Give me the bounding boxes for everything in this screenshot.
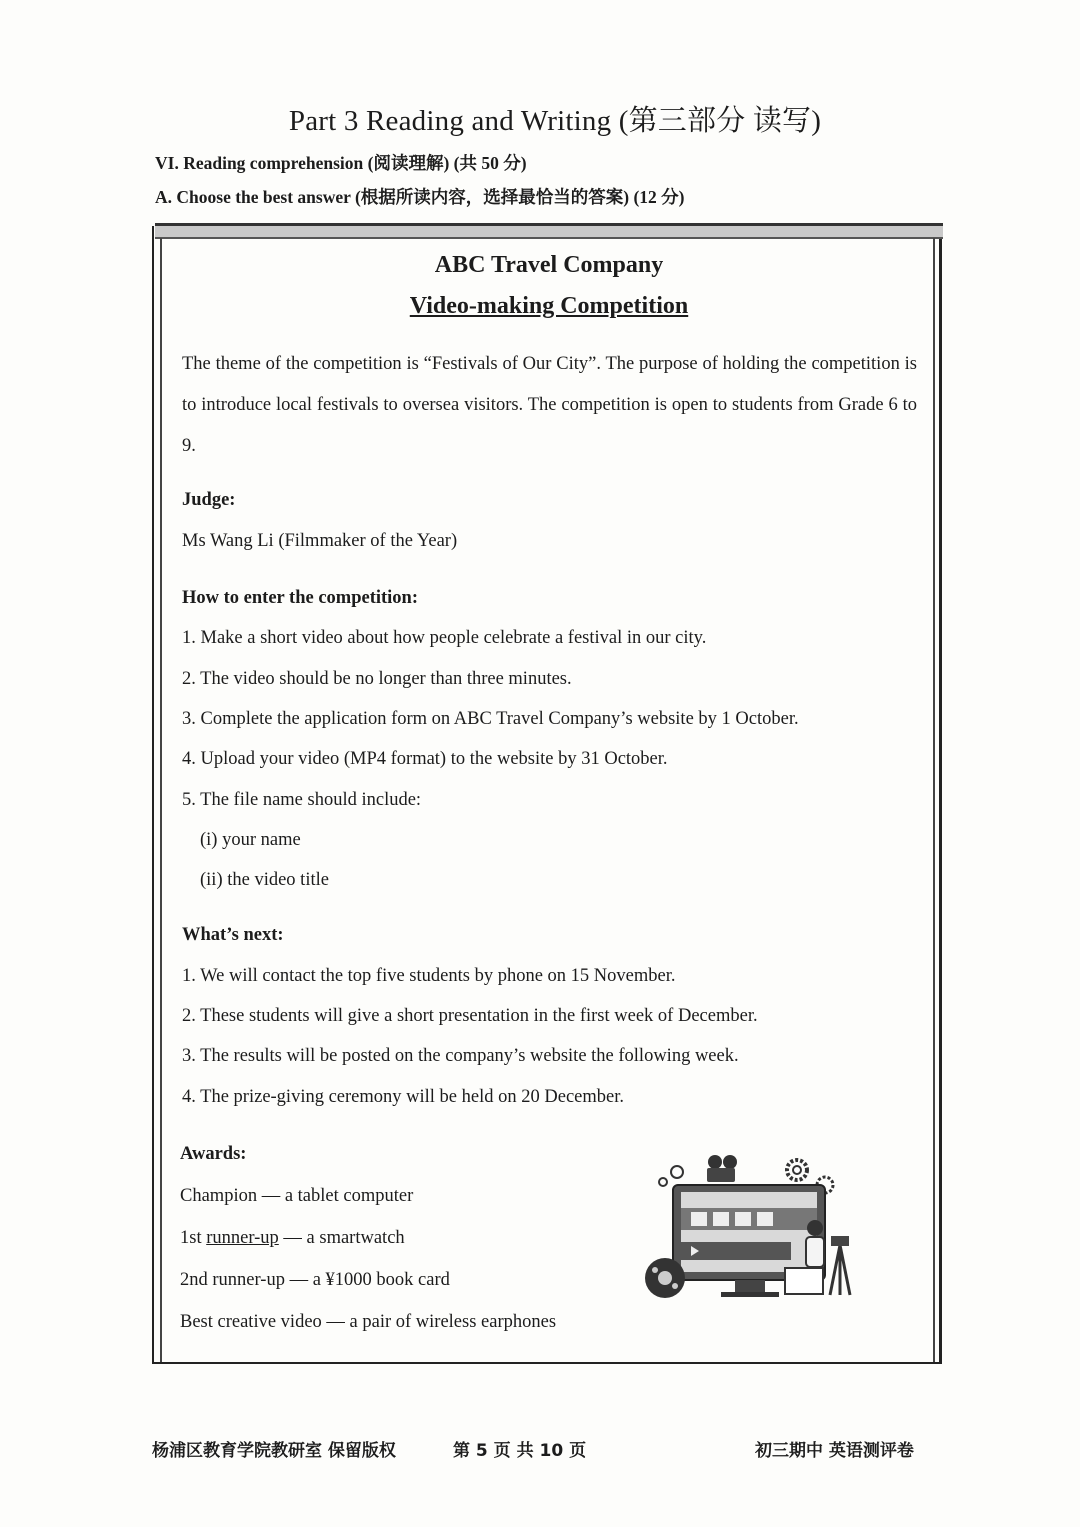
- video-making-illustration: [635, 1150, 875, 1310]
- award-first-runner-up: [180, 1228, 405, 1249]
- section-heading-vi: VI. Reading comprehension (阅读理解) (共 50 分): [155, 153, 527, 173]
- competition-title: Video-making Competition: [409, 293, 689, 319]
- part-title: Part 3 Reading and Writing (第三部分 读写): [288, 105, 822, 137]
- judge-name: Ms Wang Li (Filmmaker of the Year): [182, 531, 458, 551]
- section-heading-a: A. Choose the best answer (根据所读内容，选择最恰当的答案) (12 分): [155, 187, 685, 207]
- file-name-item: (ii) the video title: [200, 870, 329, 890]
- clapperboard-icon: [785, 1268, 823, 1294]
- judge-heading: Judge:: [182, 490, 236, 510]
- next-step: 4. The prize-giving ceremony will be held on 20 December.: [182, 1087, 624, 1107]
- footer-exam-name: 初三期中 英语测评卷: [755, 1441, 914, 1461]
- enter-step: 2. The video should be no longer than three minutes.: [182, 669, 572, 689]
- passage-box-top-bar: [155, 223, 943, 239]
- intro-paragraph: The theme of the competition is “Festivals of Our City”. The purpose of holding the competition is to introduce local festivals to oversea visitors. The competition is open to students from Grade 6 to 9.: [182, 354, 917, 456]
- film-reel-icon: [645, 1258, 685, 1298]
- award-first-prefix: 1st: [180, 1228, 207, 1248]
- passage-box-inner-right-rule: [933, 238, 935, 1362]
- footer-page-number: 第 5 页 共 10 页: [453, 1441, 587, 1461]
- next-step: 2. These students will give a short presentation in the first week of December.: [182, 1006, 758, 1026]
- award-first-term: runner-up: [206, 1228, 279, 1248]
- enter-step: 3. Complete the application form on ABC Travel Company’s website by 1 October.: [182, 709, 799, 729]
- award-champion: Champion — a tablet computer: [180, 1186, 414, 1206]
- enter-heading: How to enter the competition:: [182, 588, 418, 608]
- enter-step: 5. The file name should include:: [182, 790, 422, 810]
- award-best-creative: Best creative video — a pair of wireless earphones: [180, 1312, 557, 1332]
- passage-box-inner-left-rule: [160, 238, 162, 1362]
- film-camera-icon: [707, 1155, 737, 1182]
- company-name: ABC Travel Company: [434, 252, 664, 278]
- file-name-item: (i) your name: [200, 830, 301, 850]
- footer-copyright: 杨浦区教育学院教研室 保留版权: [152, 1441, 396, 1461]
- award-first-suffix: — a smartwatch: [278, 1228, 405, 1248]
- next-heading: What’s next:: [182, 925, 284, 945]
- enter-step: 4. Upload your video (MP4 format) to the website by 31 October.: [182, 749, 668, 769]
- next-step: 1. We will contact the top five students by phone on 15 November.: [182, 966, 676, 986]
- award-second-runner-up: 2nd runner-up — a ¥1000 book card: [180, 1270, 450, 1290]
- enter-step: 1. Make a short video about how people celebrate a festival in our city.: [182, 628, 707, 648]
- awards-heading: Awards:: [180, 1144, 247, 1164]
- next-step: 3. The results will be posted on the company’s website the following week.: [182, 1046, 739, 1066]
